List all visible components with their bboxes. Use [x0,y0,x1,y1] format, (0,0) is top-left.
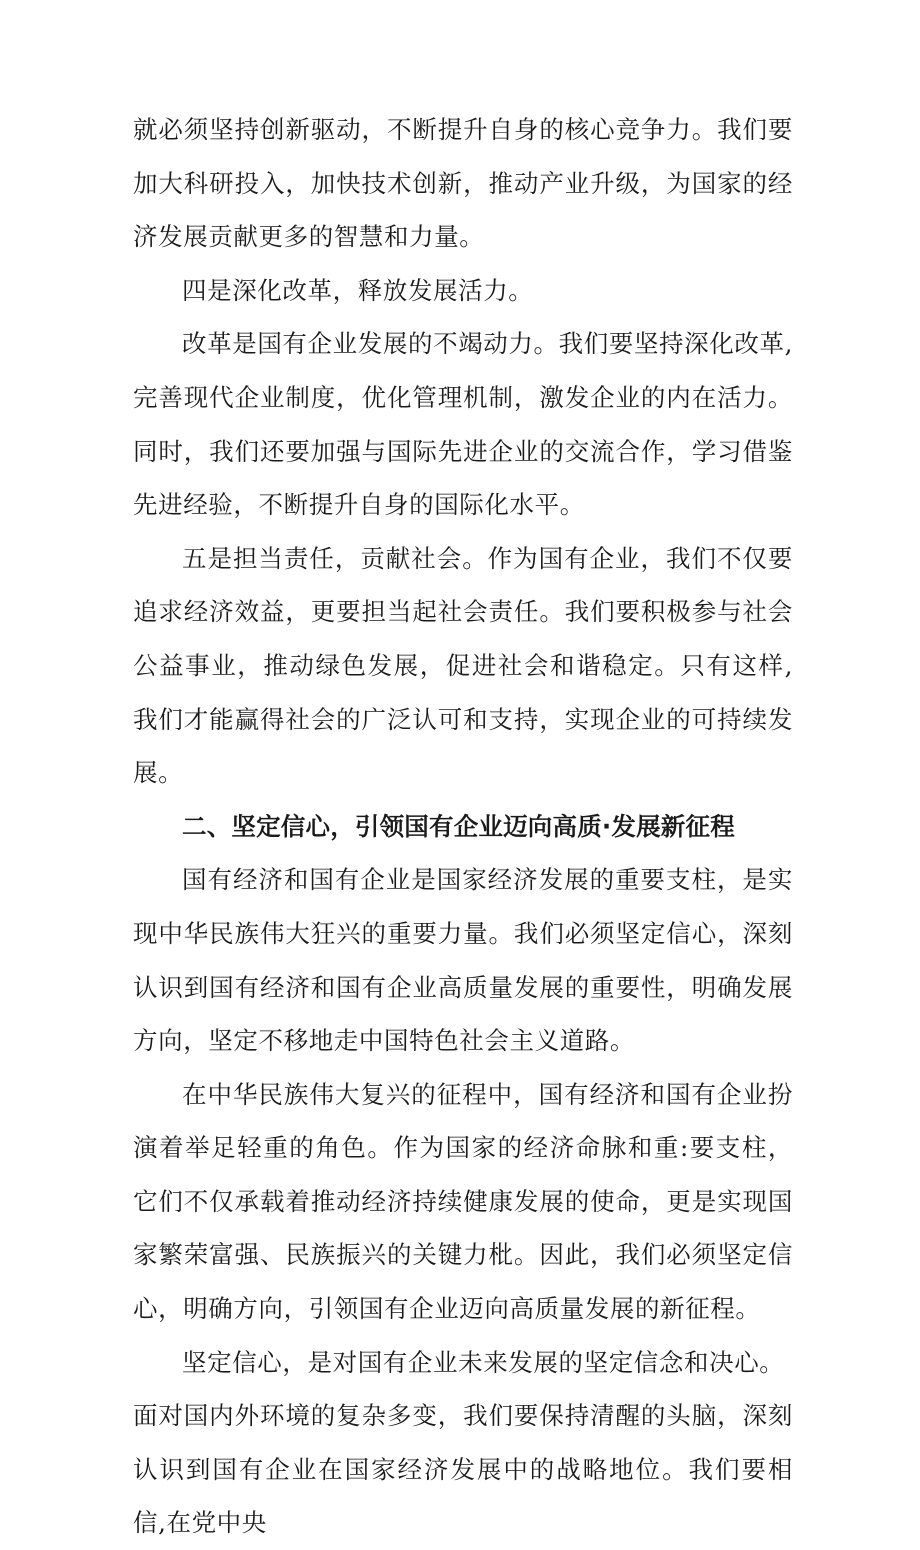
paragraph-point-four-title: 四是深化改革，释放发展活力。 [182,275,534,305]
document-body [133,103,793,1550]
paragraph-state-economy-pillar: 国有经济和国有企业是国家经济发展的重要支柱，是实现中华民族伟大狂兴的重要力量。我们必须坚定信心，深刻认识到国有经济和国有企业高质量发展的重要性，明确发展方向，坚定不移地走中国特色社会主义道路。 [133,865,793,1056]
paragraph-complex-environment: 面对国内外环境的复杂多变，我们要保持清醒的头脑，深刻认识到国有企业在国家经济发展中的战略地位。我们要相信,在党中央 [133,1401,793,1538]
paragraph-point-five-responsibility: 五是担当责任，贡献社会。作为国有企业，我们不仅要追求经济效益，更要担当起社会责任。我们要积极参与社会公益事业，推动绿色发展，促进社会和谐稳定。只有这样,我们才能赢得社会的广泛认可和支持，实现企业的可持续发展。 [133,543,793,788]
paragraph-national-rejuvenation: 在中华民族伟大复兴的征程中，国有经济和国有企业扮演着举足轻重的角色。作为国家的经济命脉和重:要支柱，它们不仅承载着推动经济持续健康发展的使命，更是实现国家繁荣富强、民族振兴的关键力枇。因此，我们必须坚定信心，明确方向，引领国有企业迈向高质量发展的新征程。 [133,1079,793,1324]
section-heading-two: 二、坚定信心，引领国有企业迈向高质·发展新征程 [182,811,735,841]
paragraph-innovation-continued: 就必须坚持创新驱动，不断提升自身的核心竞争力。我们要加大科研投入，加快技术创新，推动产业升级，为国家的经济发展贡献更多的智慧和力量。 [133,115,793,252]
paragraph-firm-confidence: 坚定信心，是对国有企业未来发展的坚定信念和决心。 [182,1347,785,1377]
paragraph-reform: 改革是国有企业发展的不竭动力。我们要坚持深化改革,完善现代企业制度，优化管理机制，激发企业的内在活力。同时，我们还要加强与国际先进企业的交流合作，学习借鉴先进经验，不断提升自身的国际化水平。 [133,329,793,520]
